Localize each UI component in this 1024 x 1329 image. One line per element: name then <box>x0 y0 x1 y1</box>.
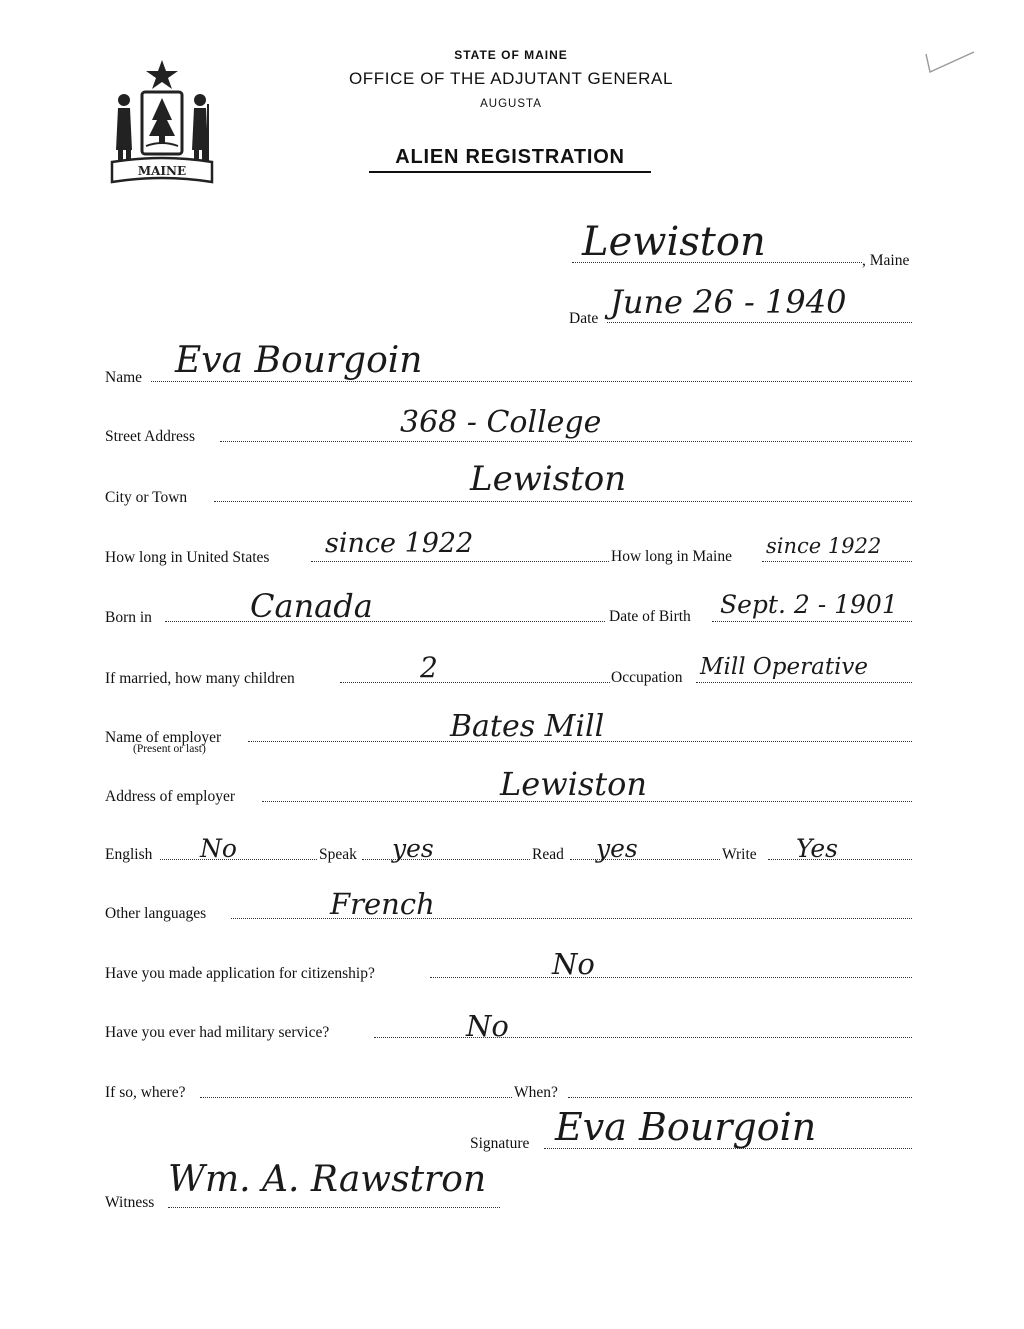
speak-value: yes <box>392 834 434 863</box>
occupation-value: Mill Operative <box>700 654 869 680</box>
if-so-where-line <box>200 1097 512 1098</box>
when-line <box>568 1097 912 1098</box>
occupation-label: Occupation <box>611 669 683 686</box>
seal-ribbon-text: MAINE <box>137 164 187 178</box>
how-long-us-label: How long in United States <box>105 549 270 566</box>
how-long-maine-label: How long in Maine <box>611 548 732 565</box>
other-languages-value: French <box>330 887 435 921</box>
how-long-us-value: since 1922 <box>325 528 474 559</box>
write-line <box>768 859 912 860</box>
city-or-town-label: City or Town <box>105 489 188 506</box>
town-value: Lewiston <box>582 219 766 265</box>
date-value: June 26 - 1940 <box>610 283 847 321</box>
how-long-maine-value: since 1922 <box>766 534 882 558</box>
signature-label: Signature <box>470 1135 530 1152</box>
children-value: 2 <box>420 651 438 684</box>
employer-value: Bates Mill <box>450 709 605 744</box>
date-label: Date <box>569 310 599 327</box>
witness-label: Witness <box>105 1194 155 1211</box>
english-line <box>160 859 317 860</box>
employer-note: (Present or last) <box>133 743 206 755</box>
when-label: When? <box>514 1084 558 1101</box>
speak-line <box>362 859 530 860</box>
military-line <box>374 1037 912 1038</box>
read-label: Read <box>532 846 564 863</box>
english-label: English <box>105 846 153 863</box>
signature-value: Eva Bourgoin <box>555 1105 817 1149</box>
read-line <box>570 859 720 860</box>
military-label: Have you ever had military service? <box>105 1024 330 1041</box>
city-heading: AUGUSTA <box>480 98 542 110</box>
how-long-us-line <box>311 561 609 562</box>
english-value: No <box>200 834 237 863</box>
citizenship-line <box>430 977 912 978</box>
employer-label: Name of employer <box>105 729 222 746</box>
witness-value: Wm. A. Rawstron <box>168 1159 487 1200</box>
citizenship-value: No <box>552 947 595 981</box>
read-value: yes <box>596 834 638 863</box>
name-value: Eva Bourgoin <box>175 340 423 381</box>
state-heading: STATE OF MAINE <box>454 48 568 62</box>
occupation-line <box>696 682 912 683</box>
born-in-line <box>165 621 605 622</box>
name-line <box>151 381 912 382</box>
how-long-maine-line <box>762 561 912 562</box>
employer-address-label: Address of employer <box>105 788 235 805</box>
write-label: Write <box>722 846 757 863</box>
children-label: If married, how many children <box>105 670 295 687</box>
other-languages-label: Other languages <box>105 905 207 922</box>
street-address-line <box>220 441 912 442</box>
name-label: Name <box>105 369 143 386</box>
form-title: ALIEN REGISTRATION <box>369 146 651 173</box>
military-value: No <box>466 1009 509 1043</box>
street-address-label: Street Address <box>105 428 195 445</box>
date-line <box>607 322 912 323</box>
born-in-value: Canada <box>250 587 373 625</box>
employer-address-value: Lewiston <box>500 765 647 803</box>
witness-line <box>168 1207 500 1208</box>
speak-label: Speak <box>319 846 357 863</box>
date-of-birth-label: Date of Birth <box>609 608 691 625</box>
office-heading: OFFICE OF THE ADJUTANT GENERAL <box>348 69 674 88</box>
children-line <box>340 682 610 683</box>
date-of-birth-line <box>712 621 912 622</box>
if-so-where-label: If so, where? <box>105 1084 186 1101</box>
citizenship-label: Have you made application for citizenship? <box>105 965 375 982</box>
born-in-label: Born in <box>105 609 152 626</box>
street-address-value: 368 - College <box>400 405 602 440</box>
maine-label: , Maine <box>862 252 910 269</box>
city-or-town-value: Lewiston <box>470 459 627 499</box>
write-value: Yes <box>796 834 838 863</box>
date-of-birth-value: Sept. 2 - 1901 <box>720 590 898 619</box>
city-or-town-line <box>214 501 912 502</box>
